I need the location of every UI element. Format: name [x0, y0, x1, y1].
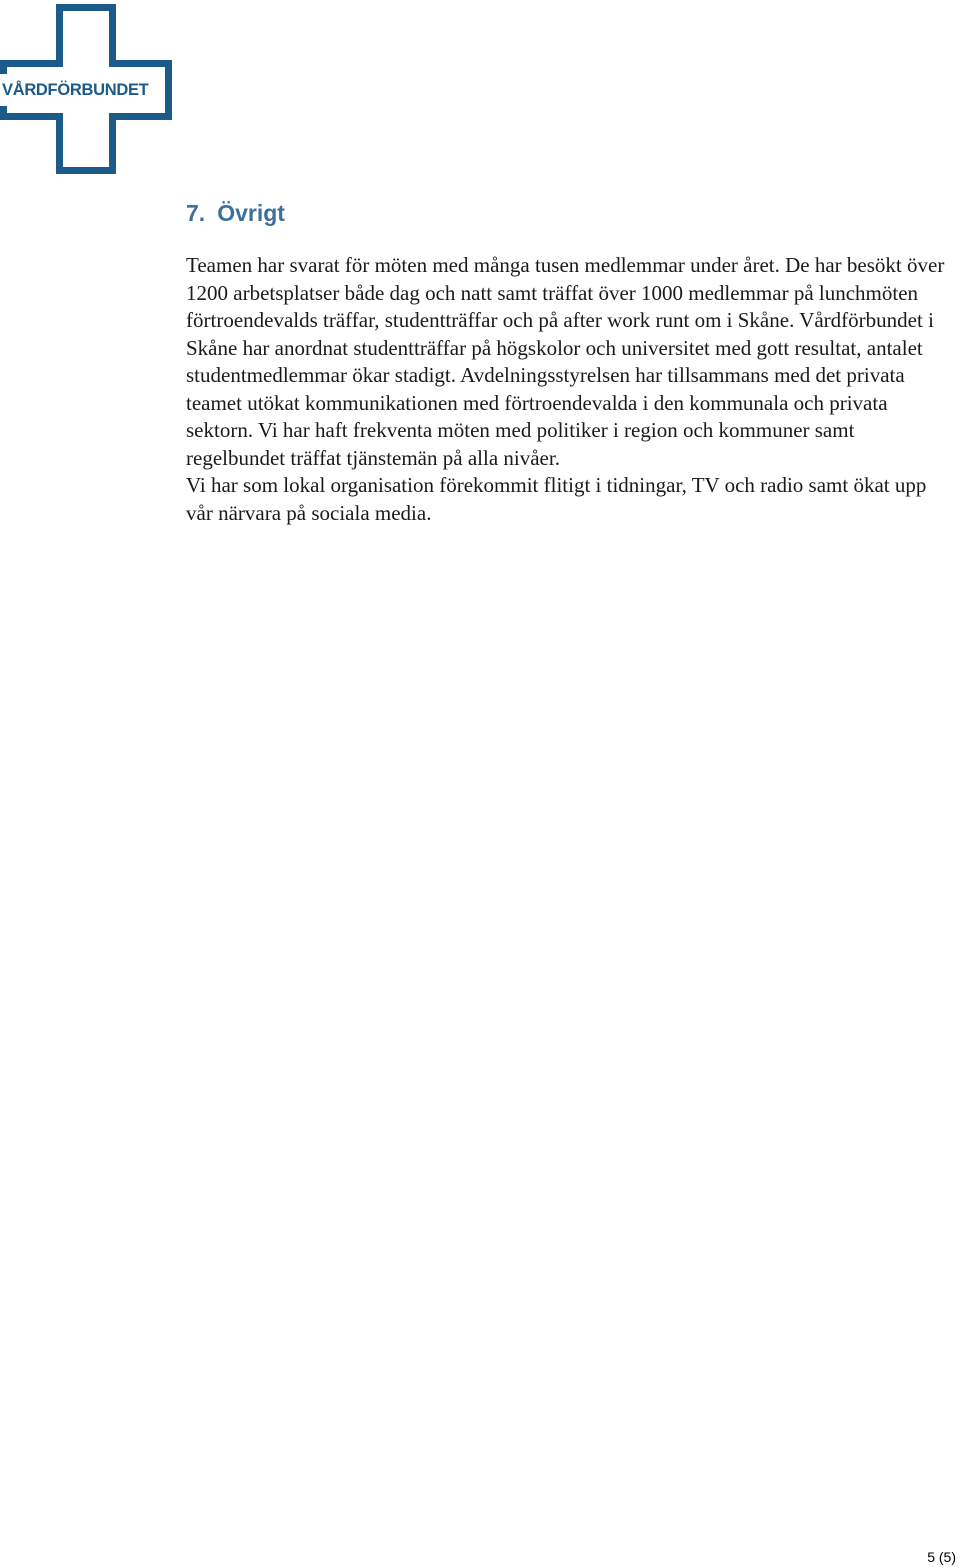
section-body	[186, 252, 950, 527]
section-number: 7.	[186, 200, 206, 226]
paragraph: Vi har som lokal organisation förekommit flitigt i tidningar, TV och radio samt ökat upp vår närvara på sociala media.	[186, 473, 927, 525]
page-number: 5 (5)	[927, 1549, 956, 1565]
logo-wordmark: VÅRDFÖRBUNDET	[2, 81, 149, 99]
section-heading	[186, 200, 285, 227]
vardforbundet-logo	[0, 4, 172, 174]
paragraph: Teamen har svarat för möten med många tusen medlemmar under året. De har besökt över 1200 arbetsplatser både dag och natt samt träffat över 1000 medlemmar på lunchmöten förtroendevalds träffar, studentträffar och på after work runt om i Skåne. Vårdförbundet i Skåne har anordnat studentträffar på högskolor och universitet med gott resultat, antalet studentmedlemmar ökar stadigt. Avdelningsstyrelsen har tillsammans med det privata teamet utökat kommunikationen med förtroendevalda i den kommunala och privata sektorn. Vi har haft frekventa möten med politiker i region och kommuner samt regelbundet träffat tjänstemän på alla nivåer.	[186, 253, 945, 470]
section-title: Övrigt	[217, 200, 285, 226]
